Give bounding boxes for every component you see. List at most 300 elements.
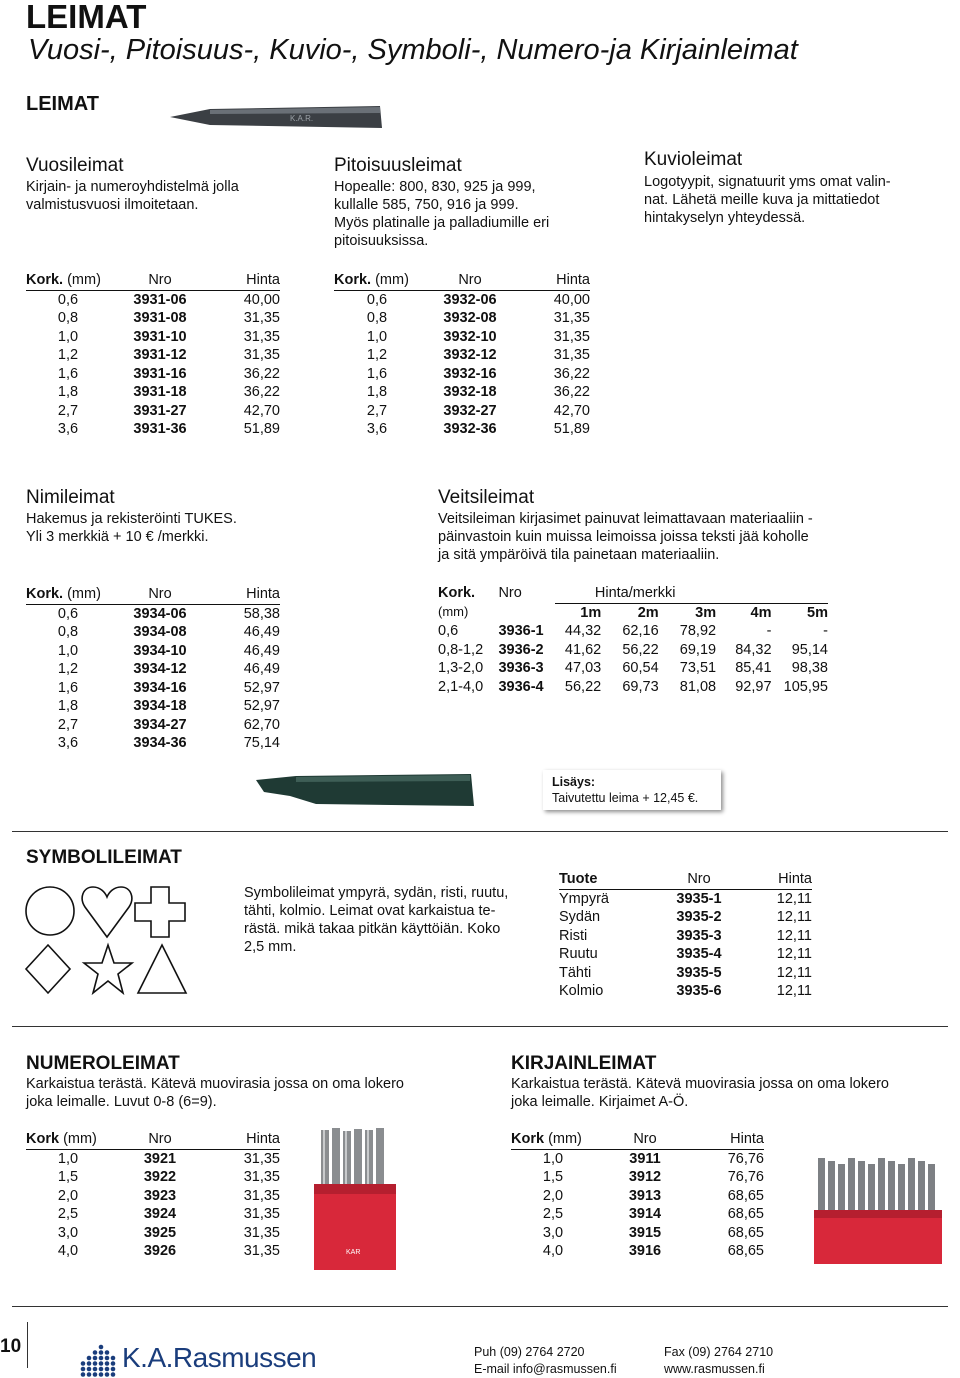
tuote-cell: Kolmio [559,983,604,999]
symbol-shapes [24,883,190,999]
nro-cell: 3935-3 [676,927,722,944]
col-hinta: Hinta [695,1130,764,1149]
veitsileimat-desc-line: päinvastoin kuin muissa leimoissa joissa teksti jää koholle [438,529,809,545]
kuvioleimat-title: Kuvioleimat [644,149,743,170]
price-cell: 69,73 [622,678,659,695]
kork-cell: 1,8 [366,384,388,400]
price-cell: 98,38 [791,660,828,676]
kork-cell: 0,6 [366,291,388,308]
numeroleimat-title: NUMEROLEIMAT [26,1053,180,1074]
size-4m: 4m [750,604,772,621]
kork-cell: 2,1-4,0 [438,678,484,695]
hinta-cell: 52,97 [243,679,280,696]
svg-text:K.A.R.: K.A.R. [290,114,314,123]
website[interactable]: www.rasmussen.fi [664,1362,765,1376]
vuosileimat-desc [26,178,239,214]
kuvioleimat-desc-line: Logotyypit, signatuurit yms omat valin- [644,174,891,190]
col-nro: Nro [110,271,210,290]
col-hinta: Hinta [210,271,280,290]
col-tuote: Tuote [559,870,659,889]
kork-cell: 2,0 [57,1187,79,1204]
heart-icon [82,887,132,937]
col-nro: Nro [110,1130,210,1149]
veitsileimat-desc-line: Veitsileiman kirjasimet painuvat leimattavaan materiaaliin - [438,511,813,527]
table-row [559,927,812,946]
nimileimat-desc-line: Hakemus ja rekisteröinti TUKES. [26,511,237,527]
kuvioleimat-desc-line: nat. Lähetä meille kuva ja mittatiedot [644,192,880,208]
kork-cell: 2,5 [542,1206,564,1222]
hinta-cell: 42,70 [243,402,280,419]
price-cell: 69,19 [679,641,717,658]
nro-cell: 3923 [143,1187,177,1204]
table-row [26,604,280,623]
table-row [26,679,280,698]
price-cell: 41,62 [564,641,602,658]
symbolileimat-desc-line: rästä. mikä takaa pitkän käyttöiän. Koko [244,921,501,937]
price-cell: 56,22 [622,641,659,658]
pitoisuusleimat-title: Pitoisuusleimat [334,155,462,176]
hinta-cell: 31,35 [553,347,590,363]
nro-cell: 3932-27 [443,402,497,419]
col-kork: Kork. (mm) [26,271,110,290]
vuosileimat-title: Vuosileimat [26,155,124,176]
hinta-cell: 31,35 [243,1224,280,1241]
col-nro: Nro [110,585,210,604]
table-row [559,982,812,1001]
kork-cell: 2,7 [366,402,388,419]
symbolileimat-title: SYMBOLILEIMAT [26,847,182,868]
numeroleimat-desc-line: joka leimalle. Luvut 0-8 (6=9). [26,1094,217,1110]
nro-cell: 3911 [629,1150,661,1167]
tuote-cell: Tähti [559,964,592,981]
table-row [559,889,812,908]
kork-cell: 0,6 [57,291,79,308]
tuote-cell: Ruutu [559,946,598,962]
hinta-cell: 12,11 [776,946,812,962]
table-row [511,1224,764,1243]
table-row [26,1149,280,1168]
hinta-cell: 68,65 [727,1243,764,1259]
nro-cell: 3932-36 [443,421,497,437]
price-cell: 81,08 [679,678,717,695]
nro-cell: 3934-06 [133,605,187,622]
nro-cell: 3934-10 [133,642,187,659]
kork-cell: 3,6 [366,421,388,437]
svg-text:KAR: KAR [346,1249,361,1256]
vuosileimat-desc-line: Kirjain- ja numeroyhdistelmä jolla [26,179,239,195]
price-cell: - [823,623,828,639]
col-kork: Kork (mm) [26,1130,110,1149]
symbolileimat-table [559,870,812,1001]
table-row [438,678,828,697]
note-box [543,770,721,810]
table-row [511,1187,764,1206]
hinta-cell: 31,35 [243,1150,280,1167]
symbolileimat-desc-line: tähti, kolmio. Leimat ovat karkaistua te- [244,903,496,919]
nro-cell: 3934-18 [133,698,187,714]
table-row [511,1205,764,1224]
kork-cell: 0,6 [57,605,79,622]
footer-divider [27,1322,28,1368]
cross-icon [135,887,185,937]
nro-cell: 3935-4 [676,946,722,962]
email[interactable]: E-mail info@rasmussen.fi [474,1362,617,1376]
kork-cell: 1,0 [57,328,79,345]
knife-stamp-image [256,772,476,810]
divider [12,1306,948,1307]
fax: Fax (09) 2764 2710 [664,1345,774,1359]
hinta-cell: 76,76 [727,1150,764,1167]
table-row [26,1205,280,1224]
size-5m: 5m [807,604,828,621]
nro-cell: 3922 [143,1169,177,1185]
table-row [26,290,280,309]
table-row [26,365,280,384]
col-kork: Kork (mm) [511,1130,595,1149]
hinta-cell: 31,35 [243,347,280,363]
nimileimat-desc-line: Yli 3 merkkiä + 10 € /merkki. [26,529,209,545]
kuvioleimat-desc-line: hintakyselyn yhteydessä. [644,210,806,226]
price-cell: 78,92 [679,623,717,639]
symbolileimat-desc-line: Symbolileimat ympyrä, sydän, risti, ruutu, [244,885,509,901]
table-row [26,1242,280,1261]
price-cell: 44,32 [564,623,602,639]
kork-cell: 1,2 [57,661,79,677]
price-cell: 95,14 [791,641,828,658]
hinta-cell: 31,35 [243,310,280,326]
divider [12,831,948,832]
nro-cell: 3934-12 [133,661,187,677]
page-subtitle: Vuosi-, Pitoisuus-, Kuvio-, Symboli-, Numero-ja Kirjainleimat [28,34,798,66]
hinta-cell: 12,11 [776,983,812,999]
table-row [26,697,280,716]
kork-cell: 1,0 [366,328,388,345]
kork-cell: 1,6 [57,365,79,382]
phone: Puh (09) 2764 2720 [474,1345,585,1359]
price-cell: 47,03 [564,660,602,676]
table-row [559,908,812,927]
hinta-cell: 51,89 [243,421,280,437]
section-title-leimat: LEIMAT [26,93,99,115]
nro-cell: 3912 [628,1169,662,1185]
nro-cell: 3921 [143,1150,177,1167]
nro-cell: 3931-06 [133,291,187,308]
nro-cell: 3934-36 [133,735,187,751]
table-row [26,734,280,753]
symbolileimat-desc-line: 2,5 mm. [244,939,297,955]
kork-cell: 3,6 [57,421,79,437]
star-icon [84,945,132,993]
table-row [511,1242,764,1261]
col-hinta: Hinta [739,870,812,889]
letter-punch-box-image [810,1158,946,1266]
hinta-cell: 40,00 [243,291,280,308]
col-nro: Nro [659,870,739,889]
table-row [334,309,590,328]
price-cell: 56,22 [564,678,602,695]
nro-cell: 3935-1 [676,890,722,907]
number-punch-box-image [312,1128,398,1272]
col-hinta-merkki: Hinta/merkki [555,584,828,603]
kork-cell: 2,7 [57,716,79,733]
kuvioleimat-desc [644,173,891,227]
triangle-icon [138,945,186,993]
veitsileimat-desc-line: ja sitä ympäröivä tila painetaan materiaaliin. [438,547,720,563]
pitoisuusleimat-desc-line: Hopealle: 800, 830, 925 ja 999, [334,179,536,195]
kork-cell: 1,6 [57,679,79,696]
kirjainleimat-title: KIRJAINLEIMAT [511,1053,657,1074]
table-row [26,623,280,642]
hinta-cell: 51,89 [553,421,590,437]
kork-cell: 1,2 [57,347,79,363]
hinta-cell: 31,35 [243,1206,280,1222]
table-row [559,945,812,964]
nimileimat-table [26,585,280,753]
table-row [334,290,590,309]
kork-cell: 3,0 [542,1224,564,1241]
punch-tool-image [170,103,385,131]
table-row [26,420,280,439]
col-nro: Nro [498,585,522,602]
hinta-cell: 46,49 [243,642,280,659]
numeroleimat-desc-line: Karkaistua terästä. Kätevä muovirasia jossa on oma lokero [26,1076,404,1092]
hinta-cell: 31,35 [243,328,280,345]
brand-name: K.A.Rasmussen [122,1342,317,1373]
kork-cell: 0,8 [57,310,79,326]
kork-cell: 1,8 [57,384,79,400]
tuote-cell: Ympyrä [559,890,609,907]
kork-cell: 1,0 [57,642,79,659]
price-cell: 62,16 [622,623,659,639]
nro-cell: 3934-16 [133,679,187,696]
kork-cell: 0,6 [438,623,459,639]
kirjainleimat-table [511,1130,764,1261]
nro-cell: 3936-3 [498,660,544,676]
nro-cell: 3935-6 [676,983,722,999]
rasmussen-logo-icon [80,1344,118,1378]
kork-cell: 2,7 [57,402,79,419]
nro-cell: 3932-08 [443,310,497,326]
table-row [438,622,828,641]
kork-cell: 2,0 [542,1187,564,1204]
table-row [26,642,280,661]
note-text: Taivutettu leima + 12,45 €. [552,791,699,805]
hinta-cell: 36,22 [553,384,590,400]
note-title: Lisäys: [552,775,596,789]
kork-cell: 1,3-2,0 [438,660,484,676]
nro-cell: 3936-2 [498,641,544,658]
table-row [334,365,590,384]
price-cell: 73,51 [679,660,717,676]
kork-cell: 2,5 [57,1206,79,1222]
table-row [26,1187,280,1206]
kork-cell: 1,0 [542,1150,564,1167]
table-row [438,641,828,660]
kork-cell: 1,8 [57,698,79,714]
kork-cell: 4,0 [542,1243,564,1259]
nro-cell: 3935-2 [676,909,722,925]
kork-cell: 1,5 [542,1169,564,1185]
table-row [511,1168,764,1187]
kirjainleimat-desc-line: Karkaistua terästä. Kätevä muovirasia jossa on oma lokero [511,1076,889,1092]
hinta-cell: 58,38 [243,605,280,622]
pitoisuusleimat-desc-line: pitoisuuksissa. [334,233,429,249]
nro-cell: 3925 [143,1224,177,1241]
hinta-cell: 76,76 [727,1169,764,1185]
page-title: LEIMAT [26,0,147,35]
hinta-cell: 31,35 [553,310,590,326]
footer-contact-2 [664,1344,773,1378]
hinta-cell: 36,22 [243,365,280,382]
nro-cell: 3924 [143,1206,177,1222]
hinta-cell: 68,65 [727,1187,764,1204]
price-cell: 92,97 [735,678,772,695]
nimileimat-desc [26,510,237,546]
nro-cell: 3932-18 [443,384,497,400]
hinta-cell: 12,11 [776,909,812,925]
table-row [26,716,280,735]
table-row [26,328,280,347]
nro-cell: 3936-1 [498,623,544,639]
nro-cell: 3934-08 [133,624,187,640]
hinta-cell: 36,22 [243,384,280,400]
nro-cell: 3926 [143,1243,177,1259]
nro-cell: 3932-12 [443,347,497,363]
numeroleimat-desc [26,1075,404,1111]
pitoisuusleimat-table [334,271,590,439]
kork-cell: 0,8 [57,624,79,640]
nro-cell: 3931-10 [133,328,187,345]
kirjainleimat-desc [511,1075,889,1111]
hinta-cell: 42,70 [553,402,590,419]
nro-cell: 3931-18 [133,384,187,400]
col-nro: Nro [595,1130,695,1149]
price-cell: 105,95 [783,678,828,695]
table-row [334,383,590,402]
kork-cell: 4,0 [57,1243,79,1259]
kork-cell: 1,5 [57,1169,79,1185]
nro-cell: 3914 [628,1206,662,1222]
table-row [26,1224,280,1243]
hinta-cell: 52,97 [243,698,280,714]
table-row [26,383,280,402]
hinta-cell: 68,65 [727,1206,764,1222]
hinta-cell: 62,70 [243,716,280,733]
tuote-cell: Sydän [559,909,601,925]
vuosileimat-desc-line: valmistusvuosi ilmoitetaan. [26,197,199,213]
hinta-cell: 12,11 [776,927,812,944]
table-row [334,346,590,365]
circle-icon [26,887,74,935]
hinta-cell: 31,35 [553,328,590,345]
hinta-cell: 31,35 [243,1187,280,1204]
col-kork: Kork. (mm) [26,585,110,604]
col-nro: Nro [420,271,520,290]
hinta-cell: 40,00 [553,291,590,308]
kirjainleimat-desc-line: joka leimalle. Kirjaimet A-Ö. [511,1094,689,1110]
pitoisuusleimat-desc [334,178,549,250]
kork-cell: 1,0 [57,1150,79,1167]
kork-cell: 1,6 [366,365,388,382]
kork-cell: 0,8-1,2 [438,641,484,658]
table-row [26,346,280,365]
nro-cell: 3934-27 [133,716,187,733]
price-cell: - [766,623,772,639]
numeroleimat-table [26,1130,280,1261]
veitsileimat-title: Veitsileimat [438,487,535,508]
kork-cell: 3,0 [57,1224,79,1241]
pitoisuusleimat-desc-line: Myös platinalle ja palladiumille eri [334,215,550,231]
veitsileimat-desc [438,510,813,564]
nro-cell: 3932-10 [443,328,497,345]
hinta-cell: 31,35 [243,1243,280,1259]
nro-cell: 3931-27 [133,402,187,419]
hinta-cell: 46,49 [243,624,280,640]
price-cell: 84,32 [735,641,772,658]
size-1m: 1m [580,604,602,621]
nro-cell: 3915 [628,1224,662,1241]
unit-mm: (mm) [438,604,469,620]
nro-cell: 3932-16 [443,365,497,382]
table-row [26,660,280,679]
hinta-cell: 46,49 [243,661,280,677]
kork-cell: 0,8 [366,310,388,326]
table-row [559,964,812,983]
col-kork: Kork. (mm) [334,271,420,290]
size-2m: 2m [637,604,659,621]
table-row [26,1168,280,1187]
veitsileimat-table [438,584,828,696]
price-cell: 60,54 [622,660,659,676]
nimileimat-title: Nimileimat [26,487,115,508]
table-row [26,402,280,421]
diamond-icon [26,945,70,993]
tuote-cell: Risti [559,927,588,944]
hinta-cell: 36,22 [553,365,590,382]
table-row [438,659,828,678]
table-row [334,420,590,439]
pitoisuusleimat-desc-line: kullalle 585, 750, 916 ja 999. [334,197,519,213]
divider [12,1026,948,1027]
nro-cell: 3931-08 [133,310,187,326]
hinta-cell: 31,35 [243,1169,280,1185]
nro-cell: 3931-36 [133,421,187,437]
nro-cell: 3913 [628,1187,662,1204]
footer-contact [474,1344,617,1378]
price-cell: 85,41 [735,660,772,676]
kork-cell: 1,2 [366,347,388,363]
hinta-cell: 12,11 [776,890,812,907]
col-hinta: Hinta [210,1130,280,1149]
nro-cell: 3931-16 [133,365,187,382]
nro-cell: 3935-5 [676,964,722,981]
vuosileimat-table [26,271,280,439]
symbolileimat-desc [244,884,508,956]
table-row [511,1149,764,1168]
col-kork: Kork. [438,585,476,602]
hinta-cell: 68,65 [727,1224,764,1241]
col-hinta: Hinta [520,271,590,290]
nro-cell: 3916 [628,1243,662,1259]
kork-cell: 3,6 [57,735,79,751]
table-row [334,328,590,347]
table-row [26,309,280,328]
table-row [334,402,590,421]
hinta-cell: 12,11 [776,964,812,981]
col-hinta: Hinta [210,585,280,604]
hinta-cell: 75,14 [243,735,280,751]
nro-cell: 3936-4 [498,678,544,695]
